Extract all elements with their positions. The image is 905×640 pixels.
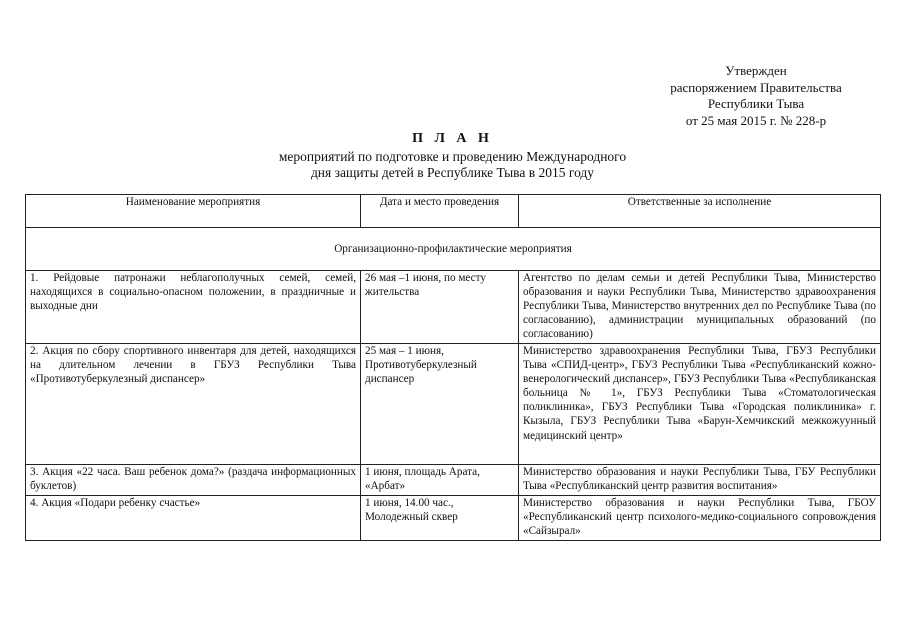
table-header-row bbox=[26, 195, 881, 228]
section-title: Организационно-профилактические мероприятия bbox=[26, 228, 881, 271]
cell-date: 1 июня, 14.00 час., Молодежный сквер bbox=[361, 496, 519, 541]
cell-date: 25 мая – 1 июня, Противотуберкулезный диспансер bbox=[361, 344, 519, 465]
approval-line: распоряжением Правительства bbox=[670, 79, 842, 95]
cell-name: 3. Акция «22 часа. Ваш ребенок дома?» (раздача информационных буклетов) bbox=[26, 465, 361, 496]
cell-name: 2. Акция по сбору спортивного инвентаря для детей, находящихся на длительном лечении в ГБУЗ Республики Тыва «Противотуберкулезный диспансер» bbox=[26, 344, 361, 465]
approval-stamp bbox=[641, 63, 871, 129]
subtitle-line: дня защиты детей в Республике Тыва в 2015 году bbox=[310, 165, 595, 180]
approval-line: Республики Тыва bbox=[707, 96, 805, 111]
cell-name: 1. Рейдовые патронажи неблагополучных семей, семей, находящихся в социально-опасном положении, в праздничные и выходные дни bbox=[26, 271, 361, 344]
table-row bbox=[26, 496, 881, 541]
cell-responsible: Министерство образования и науки Республики Тыва, ГБУ Республики Тыва «Республиканский центр развития воспитания» bbox=[519, 465, 881, 496]
header-name: Наименование мероприятия bbox=[26, 195, 361, 228]
cell-responsible: Министерство здравоохранения Республики Тыва, ГБУЗ Республики Тыва «СПИД-центр», ГБУЗ Республики Тыва «Республиканский кожно-венерологический диспансер», ГБУЗ Республики Тыва «Республиканская больница № 1», ГБУЗ Республики Тыва «Стоматологическая поликлиника», ГБУЗ Республики Тыва «Городская поликлиника» г. Кызыла, ГБУЗ Республики Тыва «Барун-Хемчикский межкожуунный медицинский центр» bbox=[519, 344, 881, 465]
cell-date: 26 мая –1 июня, по месту жительства bbox=[361, 271, 519, 344]
header-responsible: Ответственные за исполнение bbox=[519, 195, 881, 228]
document-title: П Л А Н bbox=[412, 131, 493, 146]
cell-responsible: Министерство образования и науки Республики Тыва, ГБОУ «Республиканский центр психолого-медико-социального сопровождения «Сайзырал» bbox=[519, 496, 881, 541]
cell-date: 1 июня, площадь Арата, «Арбат» bbox=[361, 465, 519, 496]
header-date: Дата и место проведения bbox=[361, 195, 519, 228]
cell-responsible: Агентство по делам семьи и детей Республики Тыва, Министерство образования и науки Республики Тыва, Министерство здравоохранения Республики Тыва, Министерство внутренних дел по Республике Тыва (по согласованию), администрации муниципальных образований (по согласованию) bbox=[519, 271, 881, 344]
plan-table bbox=[25, 194, 881, 541]
cell-name: 4. Акция «Подари ребенку счастье» bbox=[26, 496, 361, 541]
approval-line: от 25 мая 2015 г. № 228-р bbox=[685, 112, 827, 128]
table-row bbox=[26, 465, 881, 496]
table-row bbox=[26, 271, 881, 344]
section-row bbox=[26, 228, 881, 271]
document-subtitle bbox=[0, 149, 905, 181]
subtitle-line: мероприятий по подготовке и проведению Международного bbox=[278, 149, 627, 164]
approval-line: Утвержден bbox=[725, 63, 787, 78]
table-row bbox=[26, 344, 881, 465]
